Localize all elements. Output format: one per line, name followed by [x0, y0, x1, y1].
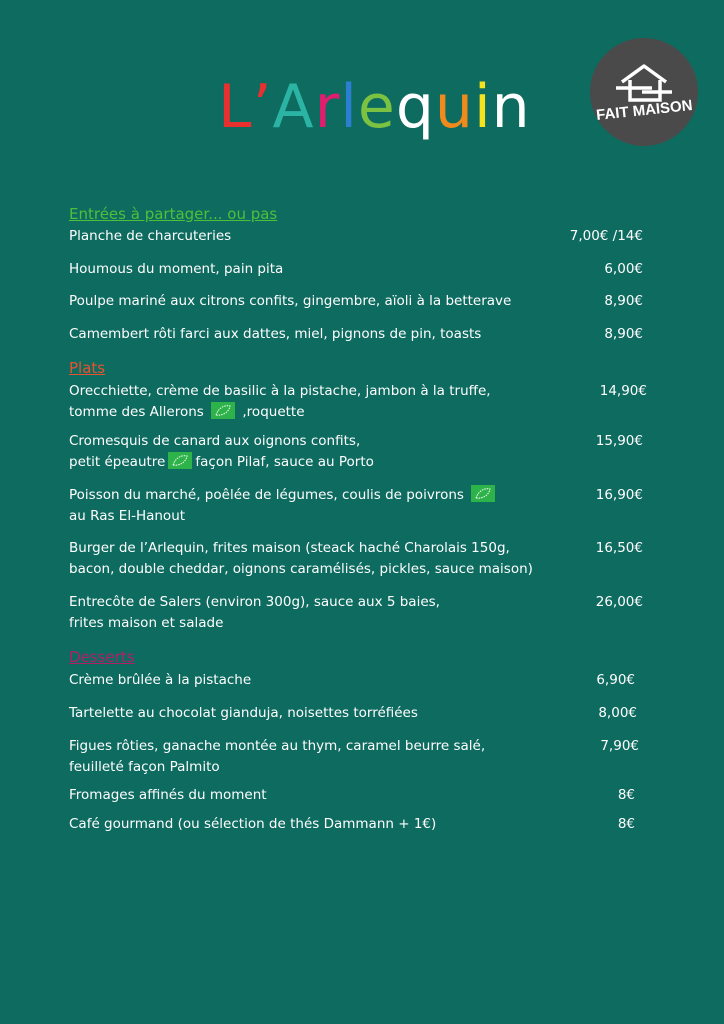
title-letter: n: [491, 72, 531, 142]
item-price: 8,90€: [604, 293, 643, 309]
item-price: 7,90€: [600, 738, 639, 754]
house-icon: [612, 60, 676, 104]
item-name: [69, 381, 569, 423]
menu-item: [69, 485, 649, 527]
menu-item: [69, 381, 649, 423]
item-line: tomme des Allerons: [69, 404, 204, 420]
title-letter: e: [357, 72, 396, 142]
item-line: frites maison et salade: [69, 615, 224, 631]
item-price: 15,90€: [595, 433, 643, 449]
item-price: 8,00€: [598, 705, 637, 721]
item-line: façon Pilaf, sauce au Porto: [195, 454, 374, 470]
menu-item: [69, 703, 649, 724]
item-name: [69, 736, 569, 778]
item-name: Poulpe mariné aux citrons confits, gingembre, aïoli à la betterave: [69, 293, 512, 309]
title-letter: u: [434, 72, 474, 142]
item-name: [69, 592, 569, 634]
item-name: Houmous du moment, pain pita: [69, 261, 284, 277]
section-title-plats: Plats: [69, 359, 106, 377]
menu-item: [69, 736, 649, 778]
item-line: petit épeautre: [69, 454, 166, 470]
item-price: 16,50€: [595, 540, 643, 556]
item-line: feuilleté façon Palmito: [69, 759, 220, 775]
item-line: Cromesquis de canard aux oignons confits,: [69, 433, 361, 449]
organic-leaf-icon: [211, 402, 235, 419]
item-name: [69, 485, 579, 527]
title-letter: q: [395, 72, 435, 142]
item-line: Orecchiette, crème de basilic à la pistache, jambon à la truffe,: [69, 383, 491, 399]
item-line: ,roquette: [238, 404, 305, 420]
item-price: 14,90€: [599, 383, 647, 399]
item-name: Crème brûlée à la pistache: [69, 672, 252, 688]
section-title-desserts: Desserts: [69, 648, 135, 666]
item-price: 8,90€: [604, 326, 643, 342]
item-name: Camembert rôti farci aux dattes, miel, pignons de pin, toasts: [69, 326, 482, 342]
title-letter: A: [272, 72, 315, 142]
menu-item: [69, 538, 649, 580]
title-letter: L: [218, 72, 253, 142]
title-letter: r: [314, 72, 341, 142]
badge-text: FAIT MAISON: [595, 96, 693, 124]
organic-leaf-icon: [471, 485, 495, 502]
organic-leaf-icon: [168, 452, 192, 469]
menu-item: [69, 226, 649, 247]
item-line: Poisson du marché, poêlée de légumes, coulis de poivrons: [69, 487, 464, 503]
item-price: 8€: [617, 787, 635, 803]
menu-item: [69, 592, 649, 634]
item-name: Planche de charcuteries: [69, 228, 232, 244]
title-letter: i: [473, 72, 492, 142]
menu-item: [69, 324, 649, 345]
menu-item: [69, 785, 649, 806]
item-line: Entrecôte de Salers (environ 300g), sauce aux 5 baies,: [69, 594, 440, 610]
item-line: Burger de l’Arlequin, frites maison (steack haché Charolais 150g,: [69, 540, 510, 556]
item-line: au Ras El-Hanout: [69, 508, 186, 524]
menu-item: [69, 291, 649, 312]
item-name: Tartelette au chocolat gianduja, noisettes torréfiées: [69, 705, 418, 721]
item-line: bacon, double cheddar, oignons caramélisés, pickles, sauce maison): [69, 561, 533, 577]
fait-maison-badge: [590, 38, 698, 146]
item-price: 26,00€: [595, 594, 643, 610]
title-letter: l: [340, 72, 358, 142]
item-name: [69, 538, 579, 580]
item-name: [69, 431, 569, 473]
item-price: 6,90€: [596, 672, 635, 688]
title-letter: ’: [252, 72, 273, 142]
menu-item: [69, 814, 649, 835]
section-title-entrees: Entrées à partager... ou pas: [69, 205, 278, 223]
item-price: 8€: [617, 816, 635, 832]
menu-item: [69, 670, 649, 691]
restaurant-title: [218, 72, 531, 142]
item-line: Figues rôties, ganache montée au thym, caramel beurre salé,: [69, 738, 486, 754]
menu-item: [69, 259, 649, 280]
item-price: 16,90€: [595, 487, 643, 503]
item-name: Fromages affinés du moment: [69, 787, 267, 803]
item-price: 6,00€: [604, 261, 643, 277]
item-name: Café gourmand (ou sélection de thés Dammann + 1€): [69, 816, 437, 832]
menu-item: [69, 431, 649, 473]
item-price: 7,00€ /14€: [569, 228, 643, 244]
